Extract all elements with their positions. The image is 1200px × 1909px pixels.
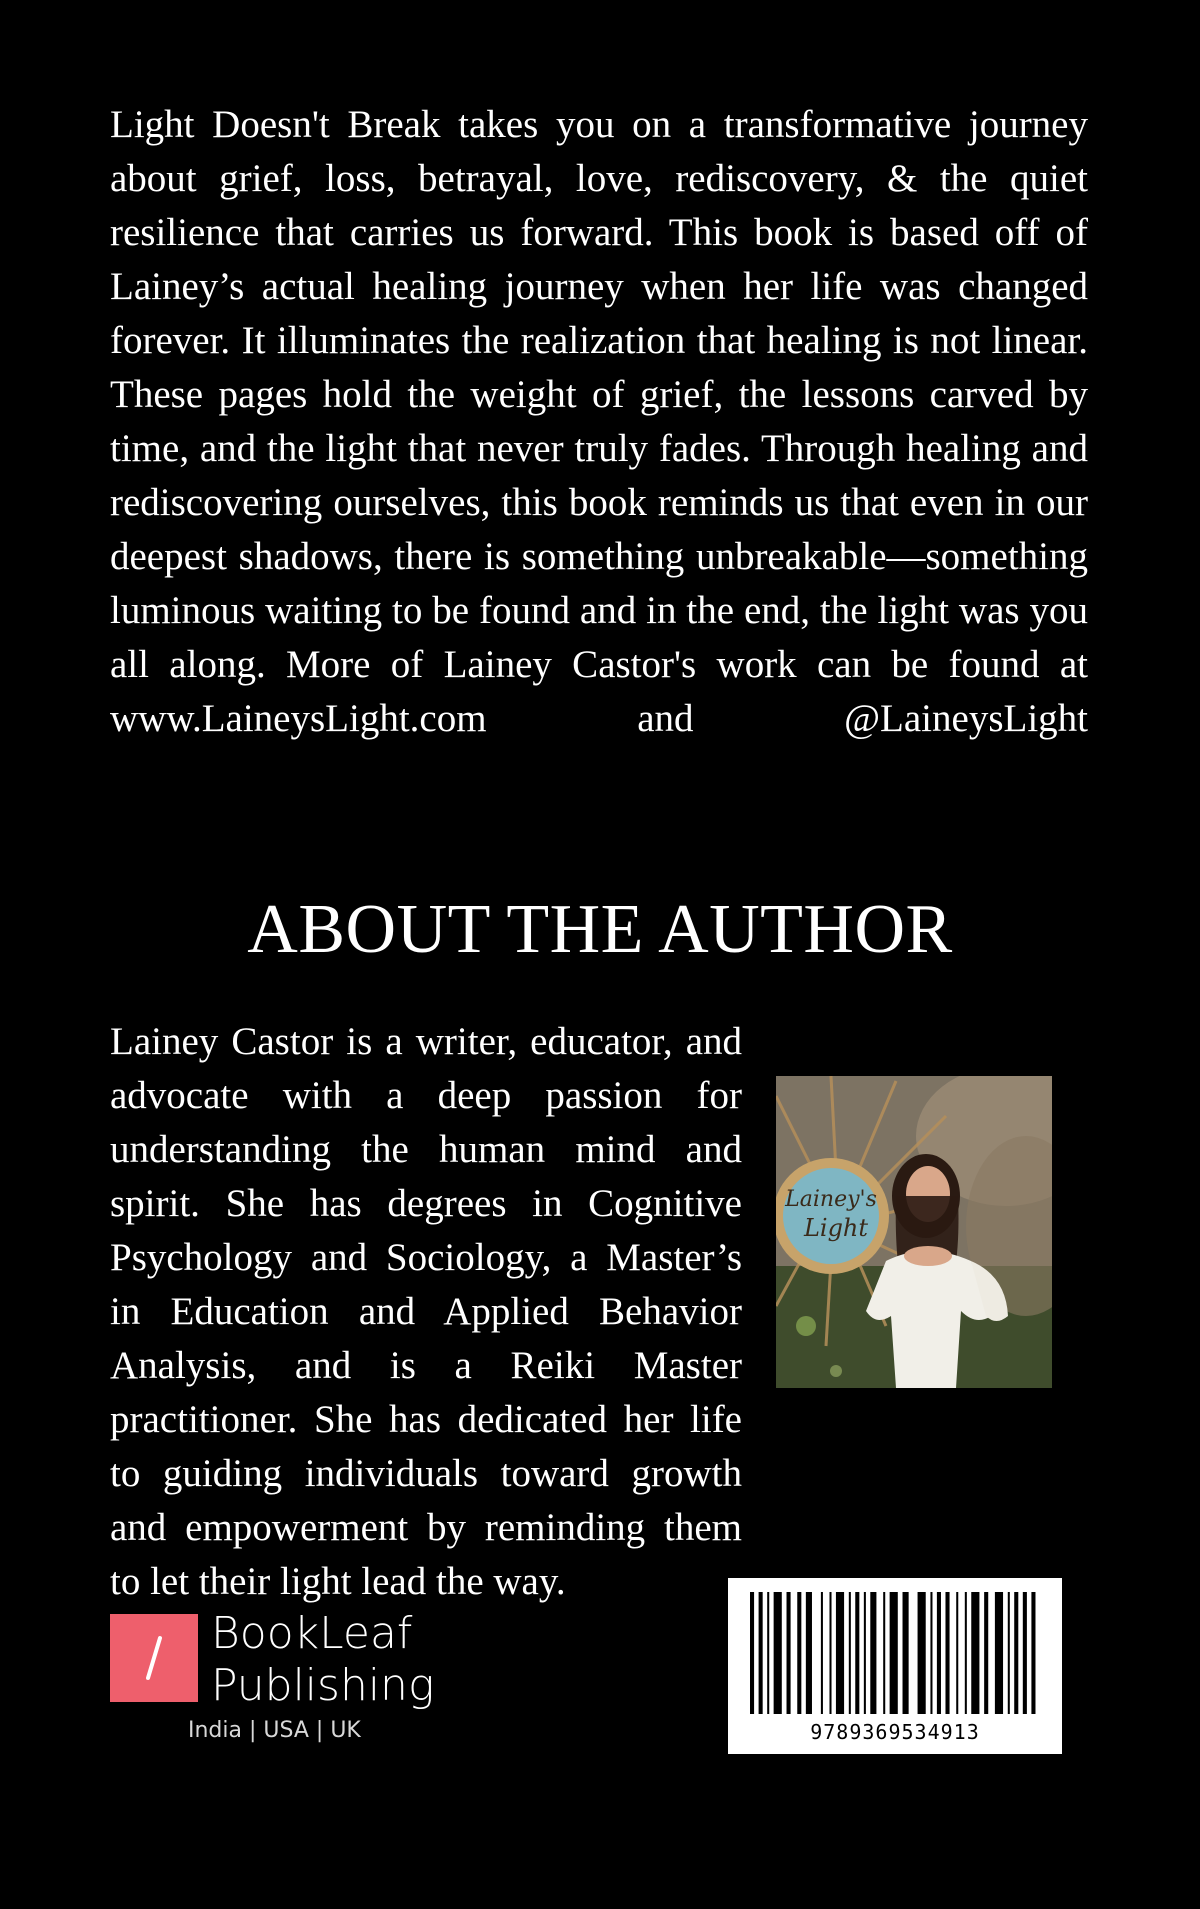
barcode-bar bbox=[890, 1592, 898, 1714]
barcode-bar bbox=[797, 1592, 801, 1714]
barcode-bar bbox=[750, 1592, 754, 1714]
mirror-sign-text: Lainey's bbox=[785, 1187, 877, 1212]
slash-icon bbox=[110, 1614, 198, 1702]
barcode-bar bbox=[774, 1592, 782, 1714]
publisher-name bbox=[211, 1608, 434, 1712]
barcode-bar bbox=[971, 1592, 979, 1714]
barcode-bar bbox=[806, 1592, 812, 1714]
barcode-bar bbox=[1008, 1592, 1010, 1714]
barcode-bar bbox=[767, 1592, 769, 1714]
publisher-logo bbox=[110, 1608, 450, 1754]
book-blurb: Light Doesn't Break takes you on a transformative journey about grief, loss, betrayal, love, rediscovery, & the quiet resilience that carries us forward. This book is based off of Lainey’s actual healing journey when her life was changed forever. It illuminates the realization that healing is not linear. These pages hold the weight of grief, the lessons carved by time, and the light that never truly fades. Through healing and rediscovering ourselves, this book reminds us that even in our deepest shadows, there is something unbreakable—something luminous waiting to be found and in the end, the light was you all along. More of Lainey Castor's work can be found at www.LaineysLight.com and @LaineysLight bbox=[110, 103, 1088, 740]
barcode-bar bbox=[829, 1592, 831, 1714]
barcode-bar bbox=[787, 1592, 791, 1714]
author-bio: Lainey Castor is a writer, educator, and advocate with a deep passion for understanding the human mind and spirit. She has degrees in Cognitive Psychology and Sociology, a Master’s in Education and Applied Behavior Analysis, and is a Reiki Master practitioner. She has dedicated her life to guiding individuals toward growth and empowerment by reminding them to let their light lead the way. bbox=[110, 1020, 742, 1603]
barcode-bar bbox=[930, 1592, 932, 1714]
barcode-bar bbox=[836, 1592, 844, 1714]
svg-text:Light: Light bbox=[803, 1214, 869, 1242]
barcode-bar bbox=[1014, 1592, 1018, 1714]
publisher-name-line2: Publishing bbox=[211, 1660, 435, 1711]
isbn-number: 9789369534913 bbox=[810, 1720, 980, 1744]
isbn-barcode bbox=[728, 1578, 1062, 1754]
about-author-heading: ABOUT THE AUTHOR bbox=[247, 891, 953, 968]
barcode-bar bbox=[1023, 1592, 1027, 1714]
barcode-bar bbox=[918, 1592, 926, 1714]
barcode-bar bbox=[956, 1592, 958, 1714]
barcode-bar bbox=[984, 1592, 988, 1714]
barcode-bar bbox=[883, 1592, 885, 1714]
barcode-bar bbox=[855, 1592, 859, 1714]
barcode-bar bbox=[903, 1592, 909, 1714]
author-photo bbox=[776, 1076, 1052, 1388]
barcode-bar bbox=[995, 1592, 1003, 1714]
barcode-bar bbox=[821, 1592, 823, 1714]
barcode-bar bbox=[849, 1592, 851, 1714]
barcode-bar bbox=[937, 1592, 941, 1714]
publisher-regions: India | USA | UK bbox=[188, 1718, 361, 1743]
barcode-bar bbox=[864, 1592, 866, 1714]
barcode-bar bbox=[759, 1592, 763, 1714]
barcode-bar bbox=[870, 1592, 876, 1714]
publisher-name-line1: BookLeaf bbox=[211, 1608, 413, 1659]
barcode-bar bbox=[1031, 1592, 1035, 1714]
barcode-bar bbox=[965, 1592, 967, 1714]
barcode-bar bbox=[945, 1592, 949, 1714]
